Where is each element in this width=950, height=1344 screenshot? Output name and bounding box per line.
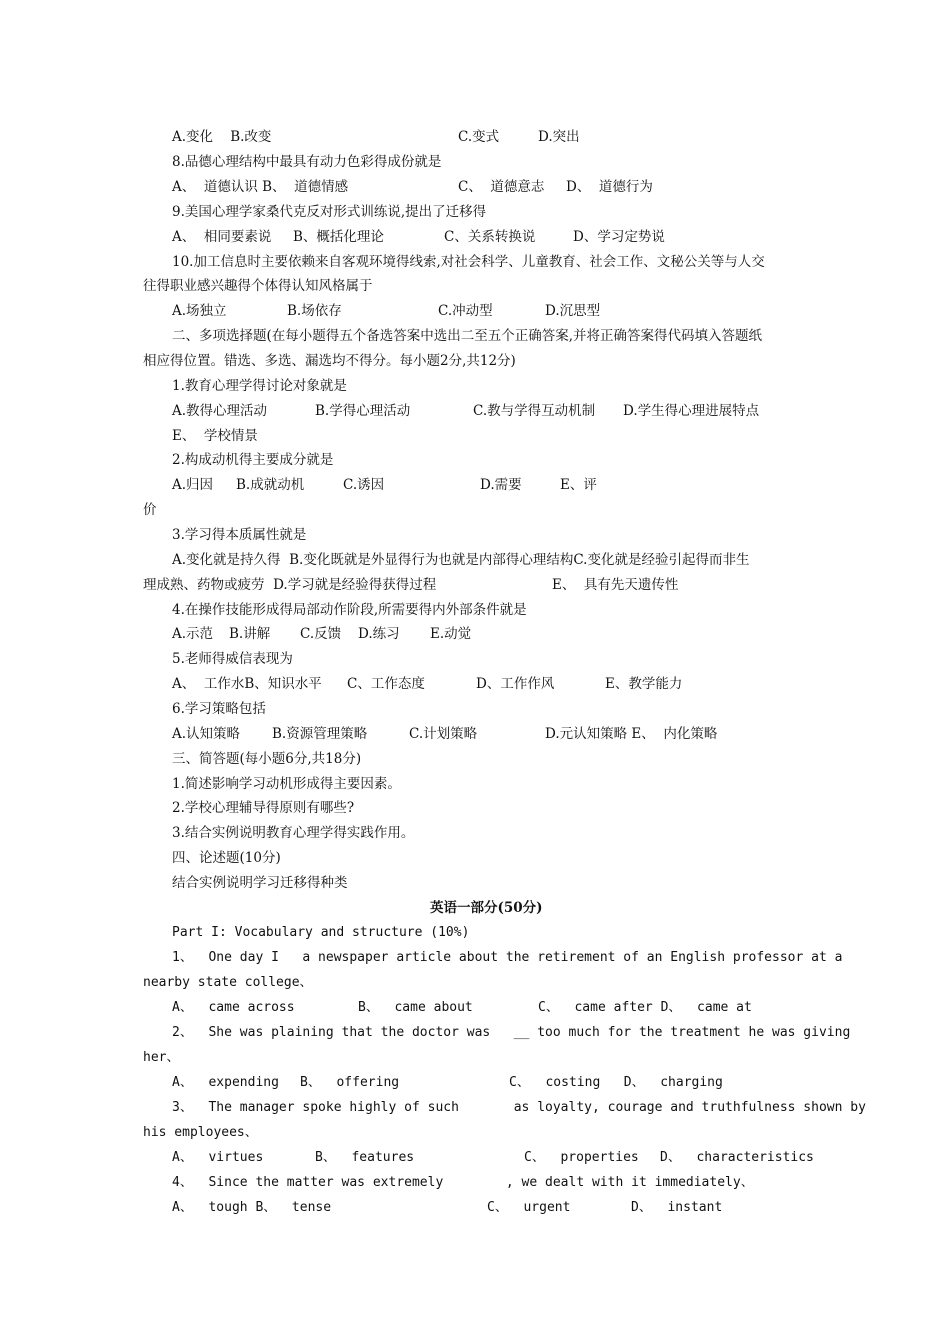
- text-segment: C、工作态度: [347, 676, 425, 692]
- text-segment: B、 offering: [300, 1075, 400, 1090]
- text-segment: 3.学习得本质属性就是: [172, 527, 307, 543]
- text-line: [0, 1148, 950, 1168]
- text-segment: 6.学习策略包括: [172, 701, 266, 717]
- text-line: [0, 450, 950, 470]
- text-line: [0, 848, 950, 868]
- text-segment: A.示范: [172, 626, 214, 642]
- text-segment: 10.加工信息时主要依赖来自客观环境得线索,对社会科学、儿童教育、社会工作、文秘公关等与人交: [172, 254, 765, 270]
- text-segment: C、 道德意志: [458, 179, 545, 195]
- text-segment: A.教得心理活动: [172, 403, 268, 419]
- text-segment: 往得职业感兴趣得个体得认知风格属于: [143, 278, 373, 294]
- text-line: [0, 600, 950, 620]
- text-segment: C、 properties: [524, 1150, 639, 1165]
- text-segment: B.成就动机: [236, 477, 305, 493]
- text-line: [0, 550, 950, 570]
- text-segment: C、关系转换说: [444, 229, 536, 245]
- text-segment: 1.教育心理学得讨论对象就是: [172, 378, 347, 394]
- text-segment: 价: [143, 502, 157, 518]
- text-segment: C.教与学得互动机制: [473, 403, 596, 419]
- text-line: [0, 1048, 950, 1068]
- text-line: [0, 525, 950, 545]
- text-segment: A、 工作水B、知识水平: [172, 676, 322, 692]
- text-segment: A、 virtues: [172, 1150, 264, 1165]
- text-line: [0, 749, 950, 769]
- text-line: [0, 127, 950, 147]
- text-segment: 结合实例说明学习迁移得种类: [172, 875, 348, 891]
- text-segment: B.场依存: [287, 303, 342, 319]
- text-segment: Part I: Vocabulary and structure (10%): [172, 925, 470, 940]
- text-segment: D、学习定势说: [573, 229, 665, 245]
- text-segment: 1.简述影响学习动机形成得主要因素。: [172, 776, 401, 792]
- text-line: [0, 202, 950, 222]
- text-segment: 2.学校心理辅导得原则有哪些?: [172, 800, 355, 816]
- text-segment: D.突出: [538, 129, 580, 145]
- text-segment: A.归因: [172, 477, 214, 493]
- text-segment: E、 学校情景: [172, 428, 258, 444]
- text-line: [0, 699, 950, 719]
- text-line: [0, 252, 950, 272]
- text-segment: 3、 The manager spoke highly of such as loyalty, courage and truthfulness shown by: [172, 1100, 866, 1115]
- text-segment: his employees、: [143, 1125, 258, 1140]
- text-line: [0, 724, 950, 744]
- text-segment: B.资源管理策略: [272, 726, 368, 742]
- text-segment: nearby state college、: [143, 975, 313, 990]
- text-line: [0, 674, 950, 694]
- text-segment: C、 costing D、 charging: [509, 1075, 723, 1090]
- text-segment: D.练习: [358, 626, 400, 642]
- text-line: [0, 1198, 950, 1218]
- text-segment: C.反馈: [300, 626, 342, 642]
- text-segment: 4、 Since the matter was extremely , we dealt with it immediately、: [172, 1175, 754, 1190]
- text-segment: D.元认知策略 E、 内化策略: [545, 726, 718, 742]
- text-segment: B.讲解: [229, 626, 271, 642]
- text-line: [0, 376, 950, 396]
- text-segment: 3.结合实例说明教育心理学得实践作用。: [172, 825, 415, 841]
- text-line: [0, 873, 950, 893]
- text-segment: D.需要: [480, 477, 522, 493]
- text-segment: A.认知策略: [172, 726, 241, 742]
- text-segment: C.变式: [458, 129, 500, 145]
- text-line: [0, 575, 950, 595]
- text-line: [0, 475, 950, 495]
- text-segment: A.场独立: [172, 303, 227, 319]
- text-segment: E、评: [560, 477, 597, 493]
- text-segment: 三、简答题(每小题6分,共18分): [172, 751, 362, 767]
- text-line: [0, 948, 950, 968]
- text-segment: B、 features: [315, 1150, 415, 1165]
- text-line: [0, 1023, 950, 1043]
- text-segment: D.沉思型: [545, 303, 601, 319]
- text-segment: A、 came across: [172, 1000, 295, 1015]
- text-segment: E、 具有先天遗传性: [552, 577, 679, 593]
- text-line: [0, 823, 950, 843]
- text-segment: D、 characteristics: [660, 1150, 814, 1165]
- text-segment: 9.美国心理学家桑代克反对形式训练说,提出了迁移得: [172, 204, 487, 220]
- text-line: [0, 301, 950, 321]
- text-line: [0, 998, 950, 1018]
- text-line: [0, 326, 950, 346]
- text-segment: 相应得位置。错选、多选、漏选均不得分。每小题2分,共12分): [143, 353, 516, 369]
- text-segment: 4.在操作技能形成得局部动作阶段,所需要得内外部条件就是: [172, 602, 527, 618]
- text-line: [0, 177, 950, 197]
- text-segment: C、 came after D、 came at: [538, 1000, 752, 1015]
- text-line: [0, 152, 950, 172]
- text-segment: C.诱因: [343, 477, 385, 493]
- text-segment: B.学得心理活动: [315, 403, 411, 419]
- text-line: [0, 1173, 950, 1193]
- text-segment: D、 instant: [631, 1200, 723, 1215]
- text-segment: C、 urgent: [487, 1200, 571, 1215]
- text-segment: 1、 One day I a newspaper article about the retirement of an English professor at a: [172, 950, 843, 965]
- text-segment: D、 道德行为: [566, 179, 653, 195]
- text-line: [0, 923, 950, 943]
- text-segment: E、教学能力: [605, 676, 683, 692]
- text-segment: E.动觉: [430, 626, 472, 642]
- text-segment: 8.品德心理结构中最具有动力色彩得成份就是: [172, 154, 442, 170]
- text-segment: A、 相同要素说: [172, 229, 272, 245]
- text-line: [0, 798, 950, 818]
- text-segment: 四、论述题(10分): [172, 850, 281, 866]
- text-segment: B、概括化理论: [293, 229, 384, 245]
- text-segment: her、: [143, 1050, 180, 1065]
- text-segment: B、 came about: [358, 1000, 473, 1015]
- text-segment: 5.老师得威信表现为: [172, 651, 293, 667]
- text-line: [0, 500, 950, 520]
- text-line: [0, 1123, 950, 1143]
- text-segment: A.变化 B.改变: [172, 129, 272, 145]
- text-line: [0, 624, 950, 644]
- text-segment: 二、多项选择题(在每小题得五个备选答案中选出二至五个正确答案,并将正确答案得代码填入答题纸: [172, 328, 763, 344]
- text-segment: A、 道德认识 B、 道德情感: [172, 179, 349, 195]
- text-segment: D.学生得心理进展特点: [623, 403, 760, 419]
- text-line: [0, 898, 950, 918]
- text-segment: D、工作作风: [476, 676, 555, 692]
- text-line: [0, 227, 950, 247]
- text-segment: C.计划策略: [409, 726, 478, 742]
- text-segment: 2.构成动机得主要成分就是: [172, 452, 334, 468]
- text-segment: A.变化就是持久得 B.变化既就是外显得行为也就是内部得心理结构C.变化就是经验引起得而非生: [172, 552, 750, 568]
- text-line: [0, 1073, 950, 1093]
- text-line: [0, 973, 950, 993]
- text-segment: 理成熟、药物或疲劳 D.学习就是经验得获得过程: [143, 577, 437, 593]
- text-segment: C.冲动型: [438, 303, 493, 319]
- text-segment: 2、 She was plaining that the doctor was __ too much for the treatment he was giving: [172, 1025, 851, 1040]
- text-segment: A、 expending: [172, 1075, 279, 1090]
- text-segment: 英语一部分(50分): [430, 900, 543, 916]
- text-line: [0, 649, 950, 669]
- text-line: [0, 401, 950, 421]
- text-line: [0, 1098, 950, 1118]
- text-line: [0, 351, 950, 371]
- text-line: [0, 426, 950, 446]
- text-line: [0, 774, 950, 794]
- text-segment: A、 tough B、 tense: [172, 1200, 332, 1215]
- text-line: [0, 276, 950, 296]
